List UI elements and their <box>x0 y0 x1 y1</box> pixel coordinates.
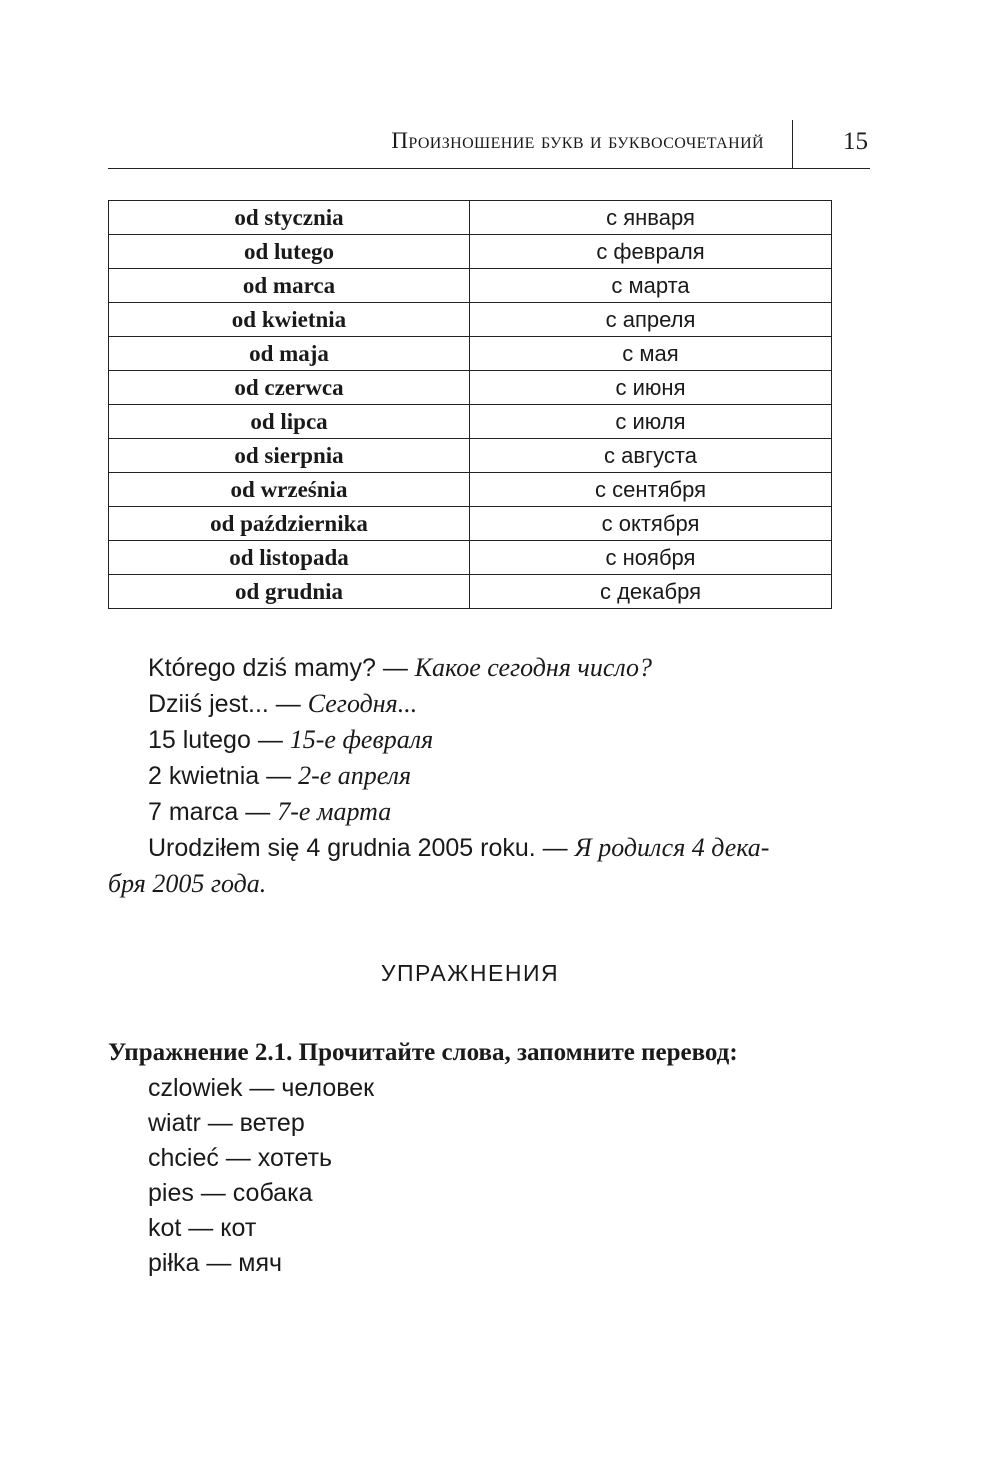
table-row <box>109 371 832 405</box>
table-row <box>109 303 832 337</box>
polish-phrase: od stycznia <box>109 201 470 235</box>
chapter-title: Произношение букв и буквосочетаний <box>391 128 764 153</box>
polish-phrase: Dziiś jest... — <box>148 690 308 718</box>
list-item: wiatr — ветер <box>148 1109 305 1137</box>
table-row <box>109 473 832 507</box>
russian-translation: бря 2005 года. <box>108 869 267 898</box>
example-line <box>108 722 832 758</box>
polish-phrase: 2 kwietnia — <box>148 762 299 790</box>
table-row <box>109 575 832 609</box>
example-line <box>108 758 832 794</box>
russian-translation: Я родился 4 дека- <box>574 833 770 862</box>
list-item: kot — кот <box>148 1214 257 1242</box>
running-header <box>108 120 870 169</box>
table-row <box>109 405 832 439</box>
exercise-block <box>108 1035 868 1281</box>
polish-phrase: 7 marca — <box>148 798 278 826</box>
table-row <box>109 337 832 371</box>
months-table <box>108 200 832 609</box>
russian-translation: с октября <box>470 507 832 541</box>
russian-translation: с июля <box>470 405 832 439</box>
russian-translation: с марта <box>470 269 832 303</box>
russian-translation: с ноября <box>470 541 832 575</box>
polish-phrase: od kwietnia <box>109 303 470 337</box>
russian-translation: с декабря <box>470 575 832 609</box>
polish-phrase: od sierpnia <box>109 439 470 473</box>
example-line-continuation <box>108 866 832 902</box>
example-line <box>108 686 832 722</box>
table-row <box>109 439 832 473</box>
polish-phrase: od maja <box>109 337 470 371</box>
polish-phrase: Urodziłem się 4 grudnia 2005 roku. — <box>148 834 575 862</box>
polish-phrase: od marca <box>109 269 470 303</box>
list-item: pies — собака <box>148 1179 313 1207</box>
russian-translation: 15-е февраля <box>289 725 434 754</box>
russian-translation: с июня <box>470 371 832 405</box>
word-list <box>108 1071 868 1281</box>
russian-translation: с февраля <box>470 235 832 269</box>
russian-translation: с августа <box>470 439 832 473</box>
polish-phrase: od lutego <box>109 235 470 269</box>
page-number: 15 <box>843 128 868 155</box>
exercise-title: Упражнение 2.1. Прочитайте слова, запомните перевод: <box>108 1039 738 1066</box>
polish-phrase: od września <box>109 473 470 507</box>
russian-translation: 2-е апреля <box>298 761 412 790</box>
russian-translation: с апреля <box>470 303 832 337</box>
polish-phrase: Którego dziś mamy? — <box>148 654 415 682</box>
russian-translation: с января <box>470 201 832 235</box>
list-item: czlowiek — человек <box>148 1074 375 1102</box>
russian-translation: Сегодня... <box>307 689 418 718</box>
polish-phrase: 15 lutego — <box>148 726 290 754</box>
section-heading: УПРАЖНЕНИЯ <box>380 960 560 986</box>
table-row <box>109 507 832 541</box>
header-divider <box>792 120 793 168</box>
example-line <box>108 794 832 830</box>
example-line <box>108 830 832 866</box>
polish-phrase: od grudnia <box>109 575 470 609</box>
list-item: chcieć — хотеть <box>148 1144 333 1172</box>
polish-phrase: od października <box>109 507 470 541</box>
russian-translation: 7-е марта <box>277 797 392 826</box>
table-row <box>109 235 832 269</box>
date-examples <box>108 650 832 902</box>
russian-translation: с мая <box>470 337 832 371</box>
russian-translation: с сентября <box>470 473 832 507</box>
polish-phrase: od lipca <box>109 405 470 439</box>
table-row <box>109 269 832 303</box>
polish-phrase: od czerwca <box>109 371 470 405</box>
russian-translation: Какое сегодня число? <box>414 653 653 682</box>
example-line <box>108 650 832 686</box>
table-row <box>109 201 832 235</box>
polish-phrase: od listopada <box>109 541 470 575</box>
table-row <box>109 541 832 575</box>
list-item: piłka — мяч <box>148 1249 283 1277</box>
